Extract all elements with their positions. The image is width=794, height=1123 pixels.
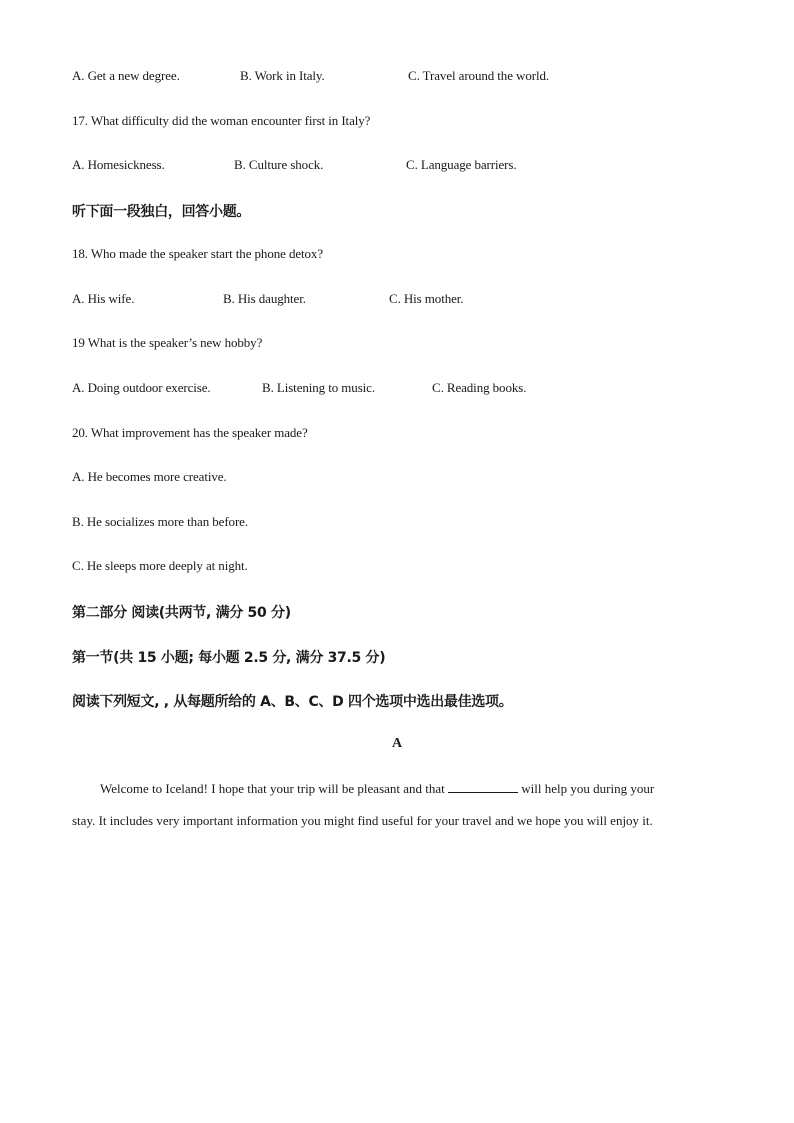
passage-title: A: [391, 736, 403, 751]
q19-option-b: B. Listening to music.: [262, 380, 375, 395]
passage-line-1-end: will help you during your: [521, 781, 655, 796]
q19-option-a: A. Doing outdoor exercise.: [72, 380, 211, 395]
passage-line-1-start: Welcome to Iceland! I hope that your trip will be pleasant and that: [100, 781, 445, 796]
q16-option-a: A. Get a new degree.: [72, 68, 180, 83]
section1-heading: 第一节(共 15 小题; 每小题 2.5 分, 满分 37.5 分): [72, 650, 386, 666]
monologue-instruction: 听下面一段独白，回答小题。: [72, 204, 251, 220]
q18-option-a: A. His wife.: [72, 291, 135, 306]
q20-option-b: B. He socializes more than before.: [72, 514, 249, 529]
q19-question: 19 What is the speaker’s new hobby?: [72, 335, 263, 350]
q20-option-a: A. He becomes more creative.: [72, 469, 227, 484]
q17-option-c: C. Language barriers.: [406, 157, 517, 172]
q17-question: 17. What difficulty did the woman encounter first in Italy?: [72, 113, 371, 128]
q20-option-c: C. He sleeps more deeply at night.: [72, 558, 248, 573]
q16-option-c: C. Travel around the world.: [408, 68, 550, 83]
q17-option-a: A. Homesickness.: [72, 157, 165, 172]
q20-question: 20. What improvement has the speaker made?: [72, 425, 308, 440]
passage-line-1: [100, 781, 654, 797]
reading-instruction: 阅读下列短文, , 从每题所给的 A、B、C、D 四个选项中选出最佳选项。: [72, 694, 513, 710]
q18-option-b: B. His daughter.: [223, 291, 306, 306]
q19-option-c: C. Reading books.: [432, 380, 527, 395]
q18-question: 18. Who made the speaker start the phone detox?: [72, 246, 324, 261]
answer-blank: [448, 781, 518, 793]
q18-option-c: C. His mother.: [389, 291, 464, 306]
passage-line-2: stay. It includes very important information you might find useful for your travel and we hope you will enjoy it.: [72, 813, 653, 828]
q17-option-b: B. Culture shock.: [234, 157, 324, 172]
q16-option-b: B. Work in Italy.: [240, 68, 325, 83]
part2-heading: 第二部分 阅读(共两节, 满分 50 分): [72, 605, 291, 621]
